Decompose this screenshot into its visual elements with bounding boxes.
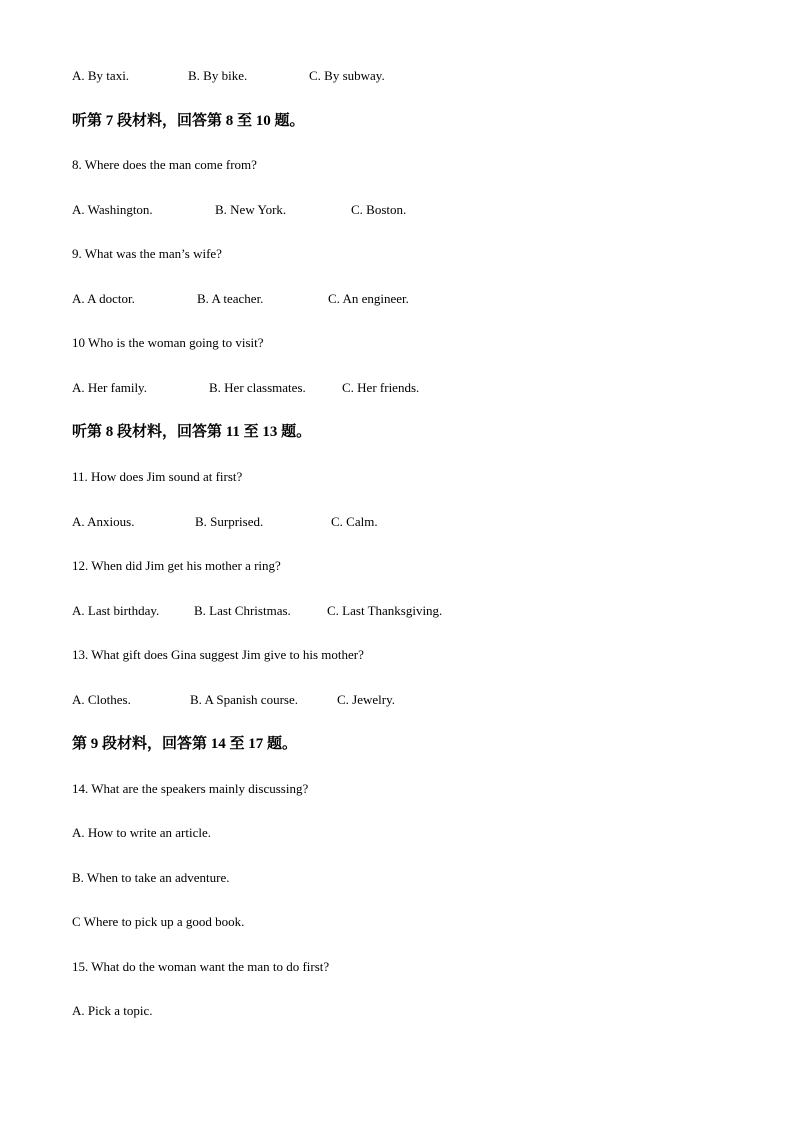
q14-option-c: C Where to pick up a good book. (72, 914, 245, 929)
q11-question: 11. How does Jim sound at first? (72, 469, 243, 484)
section-9-heading: 第 9 段材料，回答第 14 至 17 题。 (72, 736, 298, 752)
q8-option-a: A. Washington. (72, 202, 153, 217)
q11-options-row (72, 514, 672, 530)
q8-option-c: C. Boston. (351, 202, 407, 217)
q11-option-c: C. Calm. (331, 514, 378, 529)
q14-option-a: A. How to write an article. (72, 825, 211, 840)
section-8-heading: 听第 8 段材料，回答第 11 至 13 题。 (72, 424, 312, 440)
q10-question: 10 Who is the woman going to visit? (72, 335, 264, 350)
q7-option-c: C. By subway. (309, 68, 385, 83)
q10-option-b: B. Her classmates. (209, 380, 306, 395)
q11-option-a: A. Anxious. (72, 514, 135, 529)
q8-question: 8. Where does the man come from? (72, 157, 257, 172)
q13-option-b: B. A Spanish course. (190, 692, 298, 707)
q7-option-b: B. By bike. (188, 68, 248, 83)
q14-option-b: B. When to take an adventure. (72, 870, 230, 885)
q10-options-row (72, 380, 672, 396)
q12-options-row (72, 603, 672, 619)
q11-option-b: B. Surprised. (195, 514, 264, 529)
q14-question: 14. What are the speakers mainly discussing? (72, 781, 309, 796)
q15-question: 15. What do the woman want the man to do first? (72, 959, 330, 974)
q12-option-b: B. Last Christmas. (194, 603, 291, 618)
q15-option-a: A. Pick a topic. (72, 1003, 153, 1018)
q13-question: 13. What gift does Gina suggest Jim give to his mother? (72, 647, 364, 662)
q9-option-b: B. A teacher. (197, 291, 264, 306)
q7-option-a: A. By taxi. (72, 68, 130, 83)
q8-options-row (72, 202, 672, 218)
q10-option-c: C. Her friends. (342, 380, 420, 395)
q13-option-a: A. Clothes. (72, 692, 131, 707)
q9-option-a: A. A doctor. (72, 291, 135, 306)
q7-options-row (72, 68, 672, 84)
q12-option-a: A. Last birthday. (72, 603, 160, 618)
q13-option-c: C. Jewelry. (337, 692, 396, 707)
q13-options-row (72, 692, 672, 708)
q9-question: 9. What was the man’s wife? (72, 246, 222, 261)
q9-option-c: C. An engineer. (328, 291, 409, 306)
q8-option-b: B. New York. (215, 202, 287, 217)
q10-option-a: A. Her family. (72, 380, 147, 395)
section-7-heading: 听第 7 段材料，回答第 8 至 10 题。 (72, 113, 305, 129)
q12-question: 12. When did Jim get his mother a ring? (72, 558, 281, 573)
q9-options-row (72, 291, 672, 307)
q12-option-c: C. Last Thanksgiving. (327, 603, 443, 618)
